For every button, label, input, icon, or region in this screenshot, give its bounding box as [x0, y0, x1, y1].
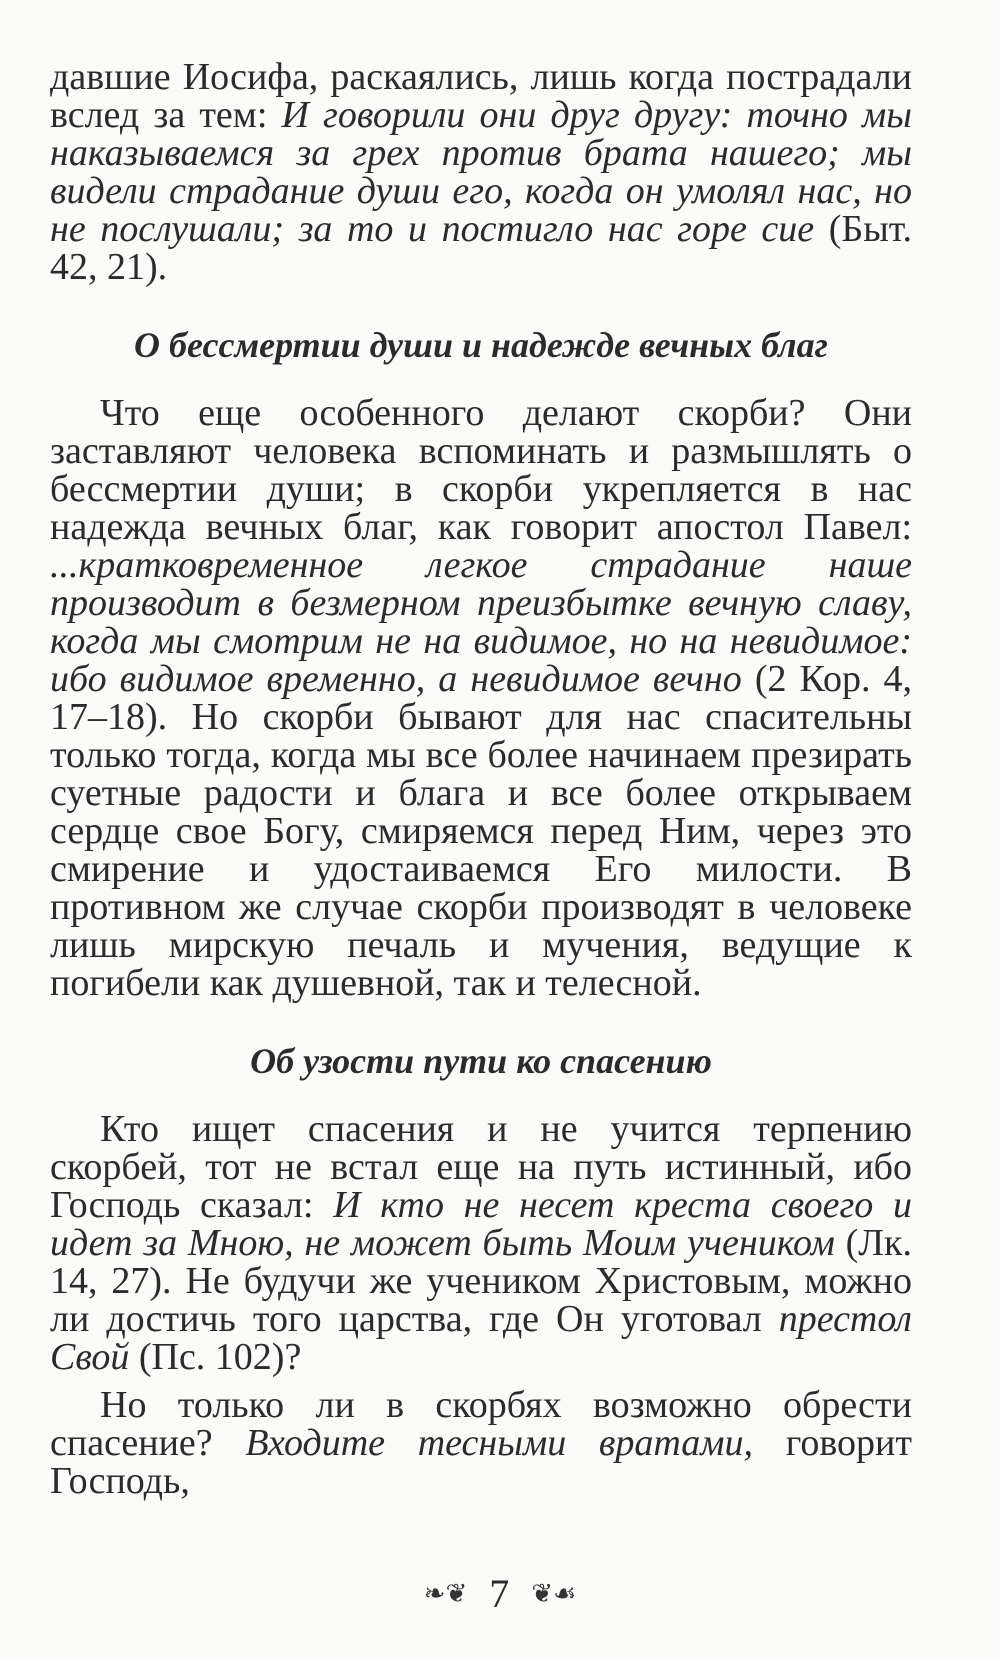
- scripture-quote: престол Свой: [50, 1298, 912, 1378]
- scripture-quote: И кто не несет креста своего и идет за Мною, не может быть Моим учеником: [50, 1184, 912, 1264]
- section-heading-1: О бессмертии души и надежде вечных благ: [134, 325, 828, 365]
- paragraph-1: давшие Иосифа, раскаялись, лишь когда пострадали вслед за тем: И говорили они друг другу: точно мы наказываемся за грех против брата нашего; мы видели страдание души его, когда он умолял нас, но не послушали; за то и постигло нас горе сие (Быт. 42, 21).: [50, 56, 912, 288]
- page-text: [50, 58, 912, 1500]
- scripture-quote: Входите тесными вратами,: [245, 1422, 754, 1464]
- paragraph-4: Но только ли в скорбях возможно обрести спасение? Входите тесными вратами, говорит Господь,: [50, 1384, 913, 1502]
- ornament-left-icon: ❧❦: [423, 1578, 468, 1608]
- ornament-right-icon: ❦☙: [531, 1578, 577, 1608]
- page-number: 7: [489, 1570, 510, 1616]
- section-heading-2: Об узости пути ко спасению: [250, 1041, 712, 1081]
- page-footer: [0, 1568, 1000, 1616]
- paragraph-3: Кто ищет спасения и не учится терпению скорбей, тот не встал еще на путь истинный, ибо Господь сказал: И кто не несет креста своего и идет за Мною, не может быть Моим учеником (Лк. 14, 27). Не будучи же учеником Христовым, можно ли достичь того царства, где Он уготовал престол Свой (Пс. 102)?: [50, 1108, 912, 1378]
- scripture-quote: И говорили они друг другу: точно мы наказываемся за грех против брата нашего; мы видели страдание души его, когда он умолял нас, но не послушали; за то и постигло нас горе сие: [50, 94, 912, 250]
- paragraph-2: Что еще особенного делают скорби? Они заставляют человека вспоминать и размышлять о бессмертии души; в скорби укрепляется в нас надежда вечных благ, как говорит апостол Павел: ...кратковременное легкое страдание наше производит в безмерном преизбытке вечную славу, когда мы смотрим не на видимое, но на невидимое: ибо видимое временно, а невидимое вечно (2 Кор. 4, 17–18). Но скорби бывают для нас спасительны только тогда, когда мы все более начинаем презирать суетные радости и блага и все более открываем сердце свое Богу, смиряемся перед Ним, через это смирение и удостаиваемся Его милости. В противном же случае скорби производят в человеке лишь мирскую печаль и мучения, ведущие к погибели как душевной, так и телесной.: [50, 392, 913, 1004]
- scripture-quote: ...кратковременное легкое страдание наше производит в безмерном преизбытке вечную славу, когда мы смотрим не на видимое, но на невидимое: ибо видимое временно, а невидимое вечно: [50, 544, 912, 700]
